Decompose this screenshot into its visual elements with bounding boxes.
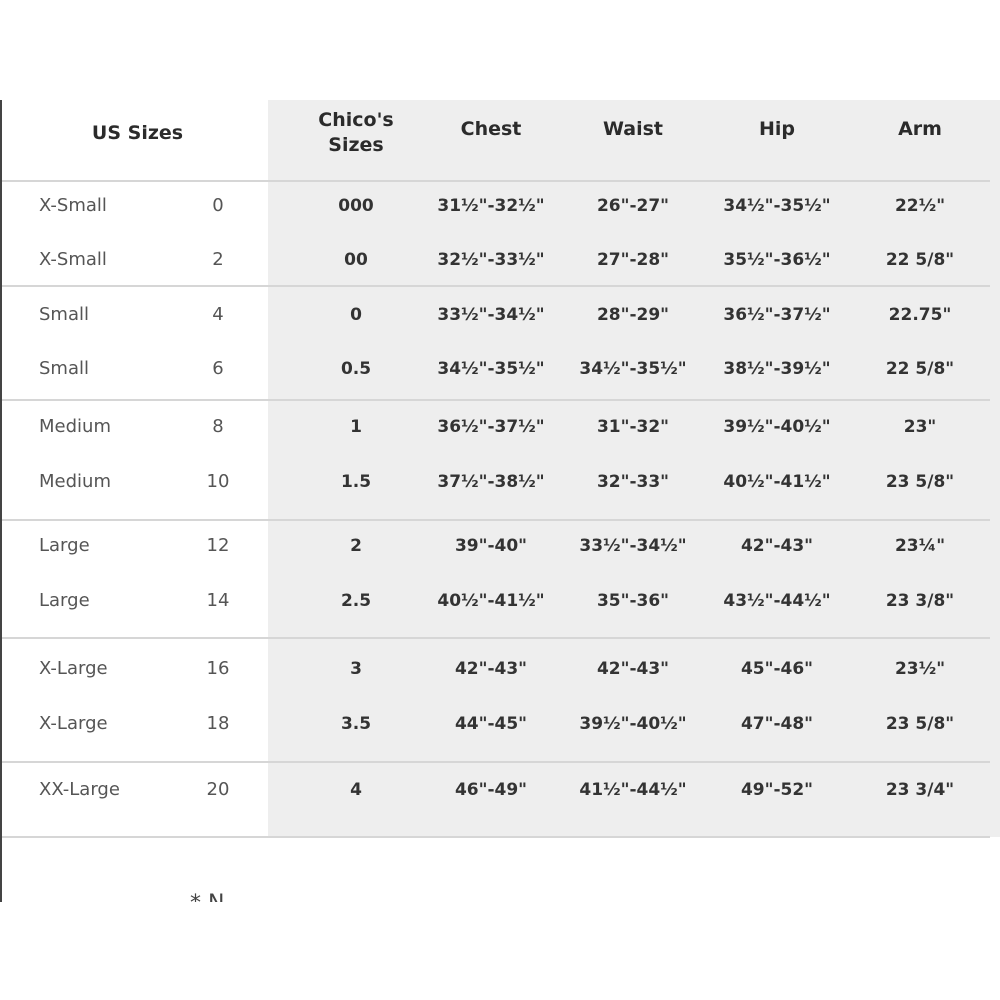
chicos-size-cell: 4	[350, 780, 362, 800]
us-number-cell: 12	[206, 535, 230, 556]
chest-cell: 36½"-37½"	[437, 417, 545, 437]
us-number-cell: 2	[212, 249, 224, 270]
us-size-cell: Small	[39, 304, 89, 325]
chest-cell: 33½"-34½"	[437, 305, 545, 325]
chicos-size-cell: 3	[350, 659, 362, 679]
cropped-area	[0, 902, 1000, 1000]
header-hip: Hip	[758, 118, 795, 140]
table-row	[0, 654, 1000, 684]
chest-cell: 34½"-35½"	[437, 359, 545, 379]
chest-cell: 42"-43"	[454, 659, 528, 679]
arm-cell: 23 5/8"	[885, 472, 955, 492]
us-size-cell: X-Large	[39, 713, 108, 734]
group-divider	[2, 399, 990, 401]
chest-cell: 44"-45"	[454, 714, 528, 734]
us-size-cell: Medium	[39, 471, 111, 492]
arm-cell: 23 3/4"	[885, 780, 955, 800]
hip-cell: 39½"-40½"	[723, 417, 831, 437]
table-row	[0, 531, 1000, 561]
arm-cell: 23 5/8"	[885, 714, 955, 734]
us-number-cell: 14	[206, 590, 230, 611]
header-us-sizes: US Sizes	[91, 122, 184, 144]
chest-cell: 32½"-33½"	[437, 250, 545, 270]
us-size-cell: X-Small	[39, 249, 107, 270]
us-number-cell: 4	[212, 304, 224, 325]
arm-cell: 22 5/8"	[885, 250, 955, 270]
hip-cell: 47"-48"	[740, 714, 814, 734]
chicos-size-cell: 2.5	[340, 591, 372, 611]
chicos-size-cell: 0.5	[340, 359, 372, 379]
table-row	[0, 245, 1000, 275]
us-number-cell: 10	[206, 471, 230, 492]
us-size-cell: Large	[39, 590, 90, 611]
table-row	[0, 709, 1000, 739]
chicos-size-cell: 3.5	[340, 714, 372, 734]
hip-cell: 36½"-37½"	[723, 305, 831, 325]
chest-cell: 31½"-32½"	[437, 196, 545, 216]
table-row	[0, 586, 1000, 616]
footnote-text	[190, 893, 310, 902]
waist-cell: 39½"-40½"	[579, 714, 687, 734]
arm-cell: 23"	[903, 417, 937, 437]
waist-cell: 42"-43"	[596, 659, 670, 679]
us-number-cell: 8	[212, 416, 224, 437]
chest-cell: 39"-40"	[454, 536, 528, 556]
us-number-cell: 6	[212, 358, 224, 379]
waist-cell: 26"-27"	[596, 196, 670, 216]
waist-cell: 33½"-34½"	[579, 536, 687, 556]
us-number-cell: 0	[212, 195, 224, 216]
arm-cell: 22.75"	[888, 305, 952, 325]
chicos-size-cell: 1	[350, 417, 362, 437]
chicos-size-cell: 00	[344, 250, 368, 270]
hip-cell: 35½"-36½"	[723, 250, 831, 270]
group-divider	[2, 637, 990, 639]
waist-cell: 34½"-35½"	[579, 359, 687, 379]
header-chest: Chest	[460, 118, 522, 140]
hip-cell: 42"-43"	[740, 536, 814, 556]
hip-cell: 34½"-35½"	[723, 196, 831, 216]
chest-cell: 37½"-38½"	[437, 472, 545, 492]
us-size-cell: Small	[39, 358, 89, 379]
waist-cell: 32"-33"	[596, 472, 670, 492]
table-row	[0, 354, 1000, 384]
hip-cell: 43½"-44½"	[723, 591, 831, 611]
us-number-cell: 18	[206, 713, 230, 734]
hip-cell: 49"-52"	[740, 780, 814, 800]
table-row	[0, 775, 1000, 805]
table-row	[0, 300, 1000, 330]
group-divider	[2, 761, 990, 763]
group-divider	[2, 180, 990, 182]
group-divider	[2, 285, 990, 287]
arm-cell: 22½"	[894, 196, 946, 216]
header-chicos-sizes: Chico's Sizes	[318, 109, 394, 156]
us-size-cell: Medium	[39, 416, 111, 437]
waist-cell: 31"-32"	[596, 417, 670, 437]
waist-cell: 27"-28"	[596, 250, 670, 270]
us-size-cell: X-Small	[39, 195, 107, 216]
chicos-size-cell: 2	[350, 536, 362, 556]
arm-cell: 23¼"	[894, 536, 946, 556]
table-bottom-divider	[2, 836, 990, 838]
waist-cell: 35"-36"	[596, 591, 670, 611]
us-size-cell: X-Large	[39, 658, 108, 679]
arm-cell: 23 3/8"	[885, 591, 955, 611]
us-number-cell: 20	[206, 779, 230, 800]
us-number-cell: 16	[206, 658, 230, 679]
arm-cell: 23½"	[894, 659, 946, 679]
us-size-cell: Large	[39, 535, 90, 556]
waist-cell: 41½"-44½"	[579, 780, 687, 800]
us-size-cell: XX-Large	[39, 779, 120, 800]
table-row	[0, 412, 1000, 442]
hip-cell: 45"-46"	[740, 659, 814, 679]
chest-cell: 46"-49"	[454, 780, 528, 800]
chest-cell: 40½"-41½"	[437, 591, 545, 611]
hip-cell: 40½"-41½"	[723, 472, 831, 492]
chicos-size-cell: 000	[338, 196, 374, 216]
chicos-size-cell: 1.5	[340, 472, 372, 492]
arm-cell: 22 5/8"	[885, 359, 955, 379]
table-row	[0, 191, 1000, 221]
hip-cell: 38½"-39½"	[723, 359, 831, 379]
header-waist: Waist	[602, 118, 663, 140]
group-divider	[2, 519, 990, 521]
waist-cell: 28"-29"	[596, 305, 670, 325]
chicos-size-cell: 0	[350, 305, 362, 325]
header-arm: Arm	[898, 118, 942, 140]
table-row	[0, 467, 1000, 497]
table-header	[0, 100, 1000, 180]
